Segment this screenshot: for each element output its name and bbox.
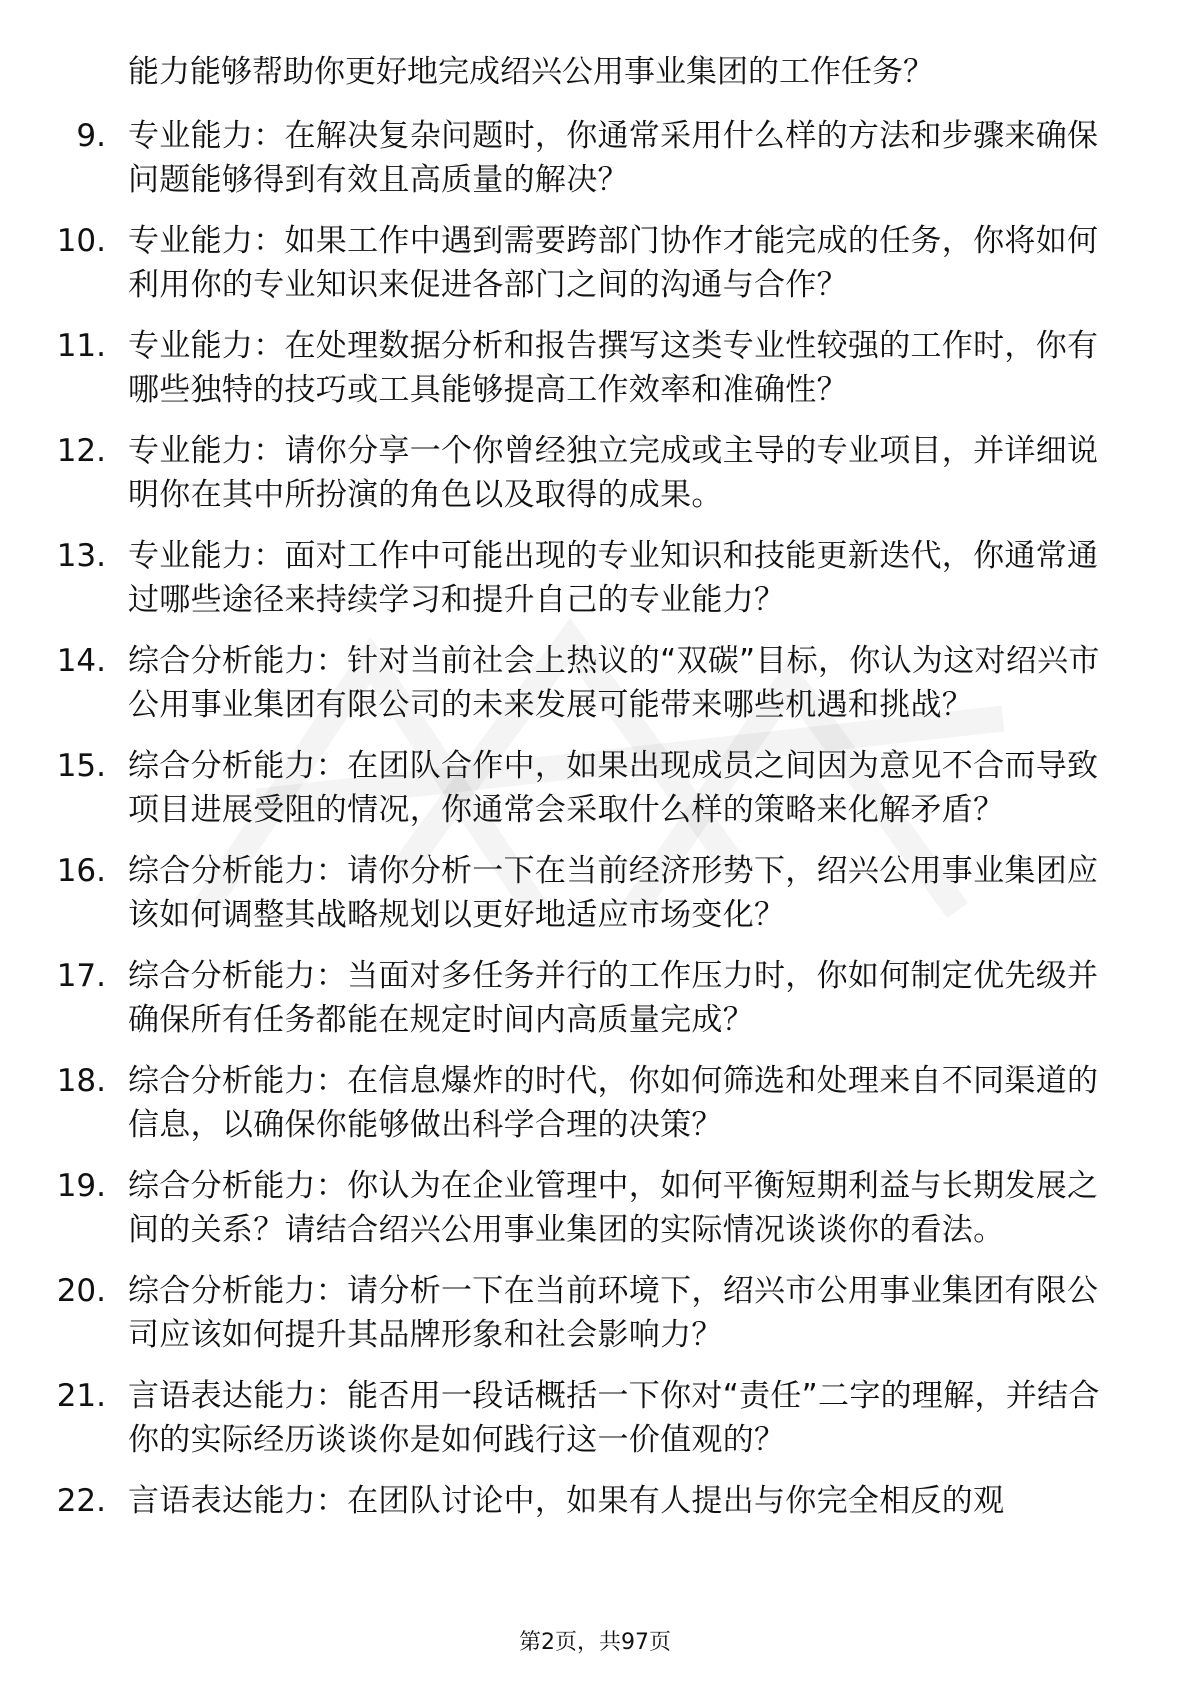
question-item [0, 954, 1190, 1042]
question-item [0, 324, 1190, 412]
question-number: 15. [56, 748, 106, 784]
continuation-text: 能力能够帮助你更好地完成绍兴公用事业集团的工作任务？ [128, 54, 934, 90]
question-number: 12. [56, 433, 106, 469]
question-item [0, 1374, 1190, 1462]
question-item [0, 1269, 1190, 1357]
question-number: 14. [56, 643, 106, 679]
question-number: 20. [56, 1273, 106, 1309]
page-footer: 第2页，共97页 [519, 1630, 671, 1655]
question-item [0, 219, 1190, 307]
question-text: 专业能力：在处理数据分析和报告撰写这类专业性较强的工作时，你有哪些独特的技巧或工具能够提高工作效率和准确性？ [128, 328, 1099, 408]
question-text: 言语表达能力：能否用一段话概括一下你对“责任”二字的理解，并结合你的实际经历谈谈你是如何践行这一价值观的？ [128, 1378, 1100, 1458]
question-item [0, 1164, 1190, 1252]
question-number: 13. [56, 538, 106, 574]
question-list [0, 114, 1190, 1540]
question-item [0, 744, 1190, 832]
question-item [0, 1059, 1190, 1147]
question-number: 16. [56, 853, 106, 889]
question-number: 10. [56, 223, 106, 259]
question-number: 18. [56, 1063, 106, 1099]
question-number: 21. [56, 1378, 106, 1414]
question-item [0, 639, 1190, 727]
question-text: 专业能力：面对工作中可能出现的专业知识和技能更新迭代，你通常通过哪些途径来持续学习和提升自己的专业能力？ [128, 538, 1099, 618]
question-text: 专业能力：在解决复杂问题时，你通常采用什么样的方法和步骤来确保问题能够得到有效且高质量的解决？ [128, 118, 1099, 198]
question-item [0, 534, 1190, 622]
question-text: 专业能力：请你分享一个你曾经独立完成或主导的专业项目，并详细说明你在其中所扮演的角色以及取得的成果。 [128, 433, 1099, 513]
question-item [0, 429, 1190, 517]
question-text: 综合分析能力：针对当前社会上热议的“双碳”目标，你认为这对绍兴市公用事业集团有限公司的未来发展可能带来哪些机遇和挑战？ [128, 643, 1100, 723]
question-number: 11. [56, 328, 106, 364]
question-text: 专业能力：如果工作中遇到需要跨部门协作才能完成的任务，你将如何利用你的专业知识来促进各部门之间的沟通与合作？ [128, 223, 1099, 303]
question-text: 综合分析能力：在信息爆炸的时代，你如何筛选和处理来自不同渠道的信息，以确保你能够做出科学合理的决策？ [128, 1063, 1099, 1143]
question-text: 综合分析能力：你认为在企业管理中，如何平衡短期利益与长期发展之间的关系？请结合绍兴公用事业集团的实际情况谈谈你的看法。 [128, 1168, 1099, 1248]
question-text: 综合分析能力：请你分析一下在当前经济形势下，绍兴公用事业集团应该如何调整其战略规划以更好地适应市场变化？ [128, 853, 1099, 933]
question-number: 22. [56, 1483, 106, 1519]
question-item [0, 1479, 1190, 1523]
question-number: 17. [56, 958, 106, 994]
question-text: 综合分析能力：当面对多任务并行的工作压力时，你如何制定优先级并确保所有任务都能在规定时间内高质量完成？ [128, 958, 1099, 1038]
question-item [0, 849, 1190, 937]
question-number: 19. [56, 1168, 106, 1204]
question-text: 综合分析能力：请分析一下在当前环境下，绍兴市公用事业集团有限公司应该如何提升其品牌形象和社会影响力？ [128, 1273, 1099, 1353]
question-number: 9. [76, 118, 106, 154]
question-text: 言语表达能力：在团队讨论中，如果有人提出与你完全相反的观 [128, 1483, 1005, 1519]
question-item [0, 114, 1190, 202]
question-text: 综合分析能力：在团队合作中，如果出现成员之间因为意见不合而导致项目进展受阻的情况，你通常会采取什么样的策略来化解矛盾？ [128, 748, 1099, 828]
